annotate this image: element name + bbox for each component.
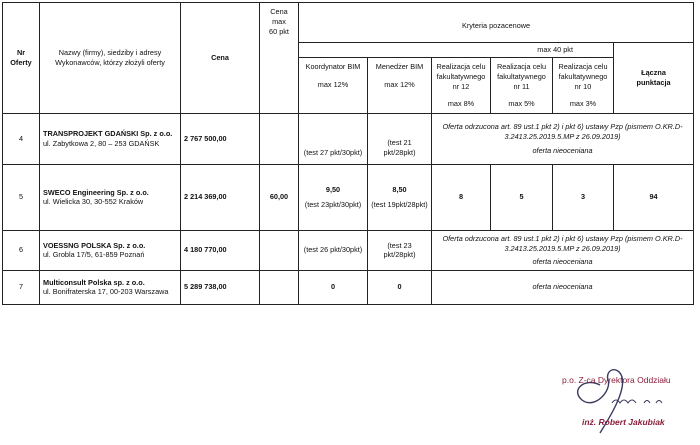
row-nr: 7: [3, 270, 40, 304]
row-menedzer: (test 23 pkt/28pkt): [368, 230, 432, 270]
row-price-points: [260, 270, 299, 304]
row-contractor: VOESSNG POLSKA Sp. z o.o. ul. Grobla 17/5, 61-859 Poznań: [40, 230, 181, 270]
row-rejection-note: Oferta odrzucona art. 89 ust.1 pkt 2) i pkt 6) ustawy Pzp (pismem O.KR.D-3.2413.25.2019.5.MP z 26.09.2019) oferta nieoceniana: [432, 230, 694, 270]
table-row: [3, 270, 694, 304]
row-rejection-note: Oferta odrzucona art. 89 ust.1 pkt 2) i pkt 6) ustawy Pzp (pismem O.KR.D-3.2413.25.2019.5.MP z 26.09.2019) oferta nieoceniana: [432, 113, 694, 164]
row-total: 94: [614, 164, 694, 230]
row-price: 5 289 738,00: [181, 270, 260, 304]
row-contractor: Multiconsult Polska sp. z o.o. ul. Bonifraterska 17, 00-203 Warszawa: [40, 270, 181, 304]
header-koordynator: Koordynator BIM max 12%: [299, 57, 368, 113]
row-koordynator: (test 27 pkt/30pkt): [299, 113, 368, 164]
row-contractor: TRANSPROJEKT GDAŃSKI Sp. z o.o. ul. Zabytkowa 2, 80 – 253 GDAŃSK: [40, 113, 181, 164]
row-menedzer: (test 21 pkt/28pkt): [368, 113, 432, 164]
header-nr: Nr Oferty: [3, 3, 40, 114]
row-menedzer: 0: [368, 270, 432, 304]
header-menedzer: Menedżer BIM max 12%: [368, 57, 432, 113]
row-menedzer: 8,50 (test 19pkt/28pkt): [368, 164, 432, 230]
row-cel12: 8: [432, 164, 491, 230]
header-cel12: Realizacja celu fakultatywnego nr 12 max 8%: [432, 57, 491, 113]
signature-scribble: [560, 355, 695, 440]
row-nr: 6: [3, 230, 40, 270]
row-nr: 5: [3, 164, 40, 230]
row-price: 2 767 500,00: [181, 113, 260, 164]
row-price-points: [260, 230, 299, 270]
row-koordynator: 0: [299, 270, 368, 304]
header-name: Nazwy (firmy), siedziby i adresy Wykonawców, którzy złożyli oferty: [40, 3, 181, 114]
row-koordynator: 9,50 (test 23pkt/30pkt): [299, 164, 368, 230]
header-total: Łączna punktacja: [614, 43, 694, 114]
header-price-max: Cena max 60 pkt: [260, 3, 299, 114]
table-row: [3, 164, 694, 230]
row-cel10: 3: [553, 164, 614, 230]
row-contractor: SWECO Engineering Sp. z o.o. ul. Wielicka 30, 30-552 Kraków: [40, 164, 181, 230]
row-price-points: [260, 113, 299, 164]
offers-table: [2, 2, 694, 305]
header-cel10: Realizacja celu fakultatywnego nr 10 max 3%: [553, 57, 614, 113]
header-criteria-title: Kryteria pozacenowe: [299, 3, 694, 43]
header-price: Cena: [181, 3, 260, 114]
table-row: [3, 230, 694, 270]
signature-block: [560, 355, 695, 440]
row-nr: 4: [3, 113, 40, 164]
row-price: 2 214 369,00: [181, 164, 260, 230]
header-criteria-max: max 40 pkt: [299, 43, 614, 58]
signature-name: inż. Robert Jakubiak: [582, 417, 665, 427]
row-price-points: 60,00: [260, 164, 299, 230]
signature-title: p.o. Z-ca Dyrektora Oddziału: [562, 375, 671, 385]
row-cel11: 5: [491, 164, 553, 230]
header-cel11: Realizacja celu fakultatywnego nr 11 max 5%: [491, 57, 553, 113]
table-row: [3, 113, 694, 164]
row-price: 4 180 770,00: [181, 230, 260, 270]
row-koordynator: (test 26 pkt/30pkt): [299, 230, 368, 270]
row-rejection-note: oferta nieoceniana: [432, 270, 694, 304]
